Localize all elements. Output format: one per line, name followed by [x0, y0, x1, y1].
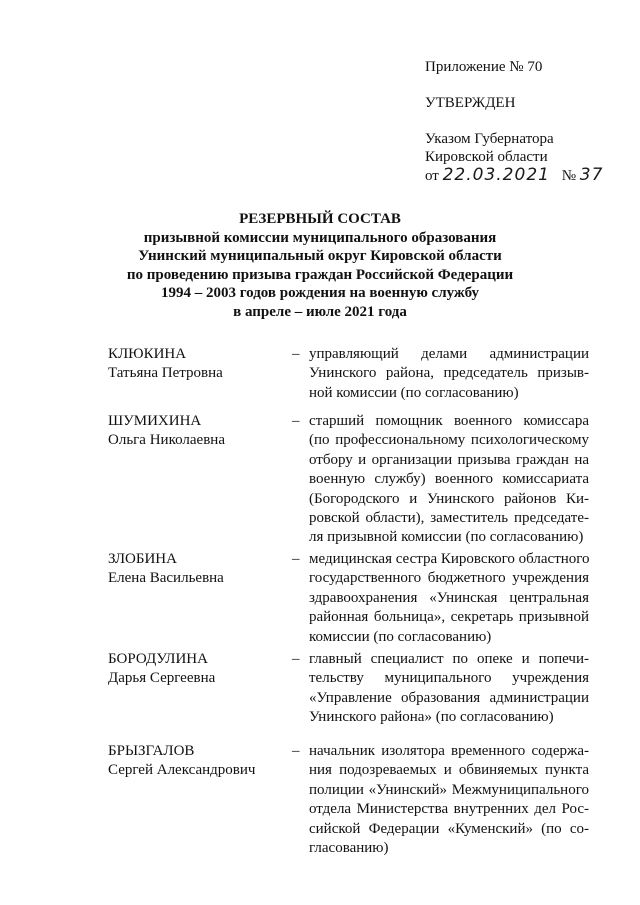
member-role-line: (Богородского и Унинского районов Ки-: [309, 490, 589, 507]
document-title: [0, 210, 640, 321]
member-role-line: старший помощник военного комиссара: [309, 413, 589, 429]
member-role-line: тельству муниципального учреждения: [309, 670, 589, 687]
member-role: [309, 742, 589, 858]
member-given-names: Сергей Александрович: [108, 762, 256, 778]
member-role-line: Унинского района» (по согласованию): [309, 709, 554, 726]
title-line-3: Унинский муниципальный округ Кировской области: [138, 248, 502, 264]
member-role-line: районная больница», секретарь призывной: [309, 609, 589, 626]
member-role-line: военную службу) военного комиссариата: [309, 471, 589, 488]
title-line-4: по проведению призыва граждан Российской Федерации: [126, 266, 514, 283]
member-surname: БОРОДУЛИНА: [108, 651, 208, 667]
member-role: [309, 345, 589, 403]
member-role: [309, 550, 589, 647]
member-role: [309, 650, 589, 728]
title-line-5: 1994 – 2003 годов рождения на военную службу: [160, 285, 480, 301]
member-role-line: гласованию): [309, 840, 389, 857]
member-role-line: Унинского района, председатель призыв-: [309, 365, 589, 382]
member-dash: –: [292, 413, 300, 429]
member-role-line: комиссии (по согласованию): [309, 628, 492, 645]
title-line-1: РЕЗЕРВНЫЙ СОСТАВ: [239, 211, 401, 227]
member-role-line: полиции «Унинский» Межмуниципального: [309, 781, 589, 798]
approved-label: УТВЕРЖДЕН: [425, 95, 516, 111]
member-dash: –: [292, 743, 300, 759]
handwritten-number: 37: [579, 165, 604, 185]
approved-by-line2: Кировской области: [425, 149, 548, 165]
member-surname: ЗЛОБИНА: [108, 551, 177, 567]
member-role: [309, 412, 589, 548]
member-surname: БРЫЗГАЛОВ: [108, 743, 195, 759]
member-role-line: (по профессиональному психологическому: [309, 432, 589, 449]
appendix-number: Приложение № 70: [425, 59, 543, 75]
approved-by-line1: Указом Губернатора: [425, 131, 554, 147]
member-given-names: Елена Васильевна: [108, 570, 224, 586]
member-surname: ШУМИХИНА: [108, 413, 202, 429]
member-role-line: управляющий делами администрации: [309, 346, 589, 362]
member-role-line: ния подозреваемых и обвиняемых пункта: [309, 762, 589, 779]
member-surname: КЛЮКИНА: [108, 346, 187, 362]
member-role-line: ля призывной комиссии (по согласованию): [309, 529, 584, 546]
member-role-line: ровской области), заместитель председате-: [309, 510, 589, 527]
member-dash: –: [292, 551, 300, 567]
title-line-6: в апреле – июле 2021 года: [233, 303, 407, 320]
member-role-line: отбору и организации призыва граждан на: [309, 451, 589, 468]
handwritten-date: 22.03.2021: [442, 165, 550, 185]
member-role-line: ной комиссии (по согласованию): [309, 384, 519, 401]
decree-date-line: [425, 166, 603, 185]
member-given-names: Дарья Сергеевна: [108, 670, 216, 686]
number-prefix: №: [561, 168, 577, 184]
member-role-line: главный специалист по опеке и попечи-: [309, 651, 589, 667]
member-role-line: медицинская сестра Кировского областного: [309, 551, 590, 567]
member-given-names: Ольга Николаевна: [108, 432, 225, 448]
member-role-line: государственного бюджетного учреждения: [309, 570, 589, 587]
member-role-line: «Управление образования администрации: [309, 689, 589, 706]
member-role-line: начальник изолятора временного содержа-: [309, 743, 589, 759]
member-given-names: Татьяна Петровна: [108, 365, 223, 381]
member-role-line: здравоохранения «Унинская центральная: [309, 589, 589, 606]
title-line-2: призывной комиссии муниципального образования: [143, 229, 497, 246]
date-prefix: от: [425, 168, 439, 184]
member-dash: –: [292, 346, 300, 362]
member-role-line: сийской Федерации «Куменский» (по со-: [309, 820, 589, 837]
member-dash: –: [292, 651, 300, 667]
member-role-line: отдела Министерства внутренних дел Рос-: [309, 801, 589, 818]
